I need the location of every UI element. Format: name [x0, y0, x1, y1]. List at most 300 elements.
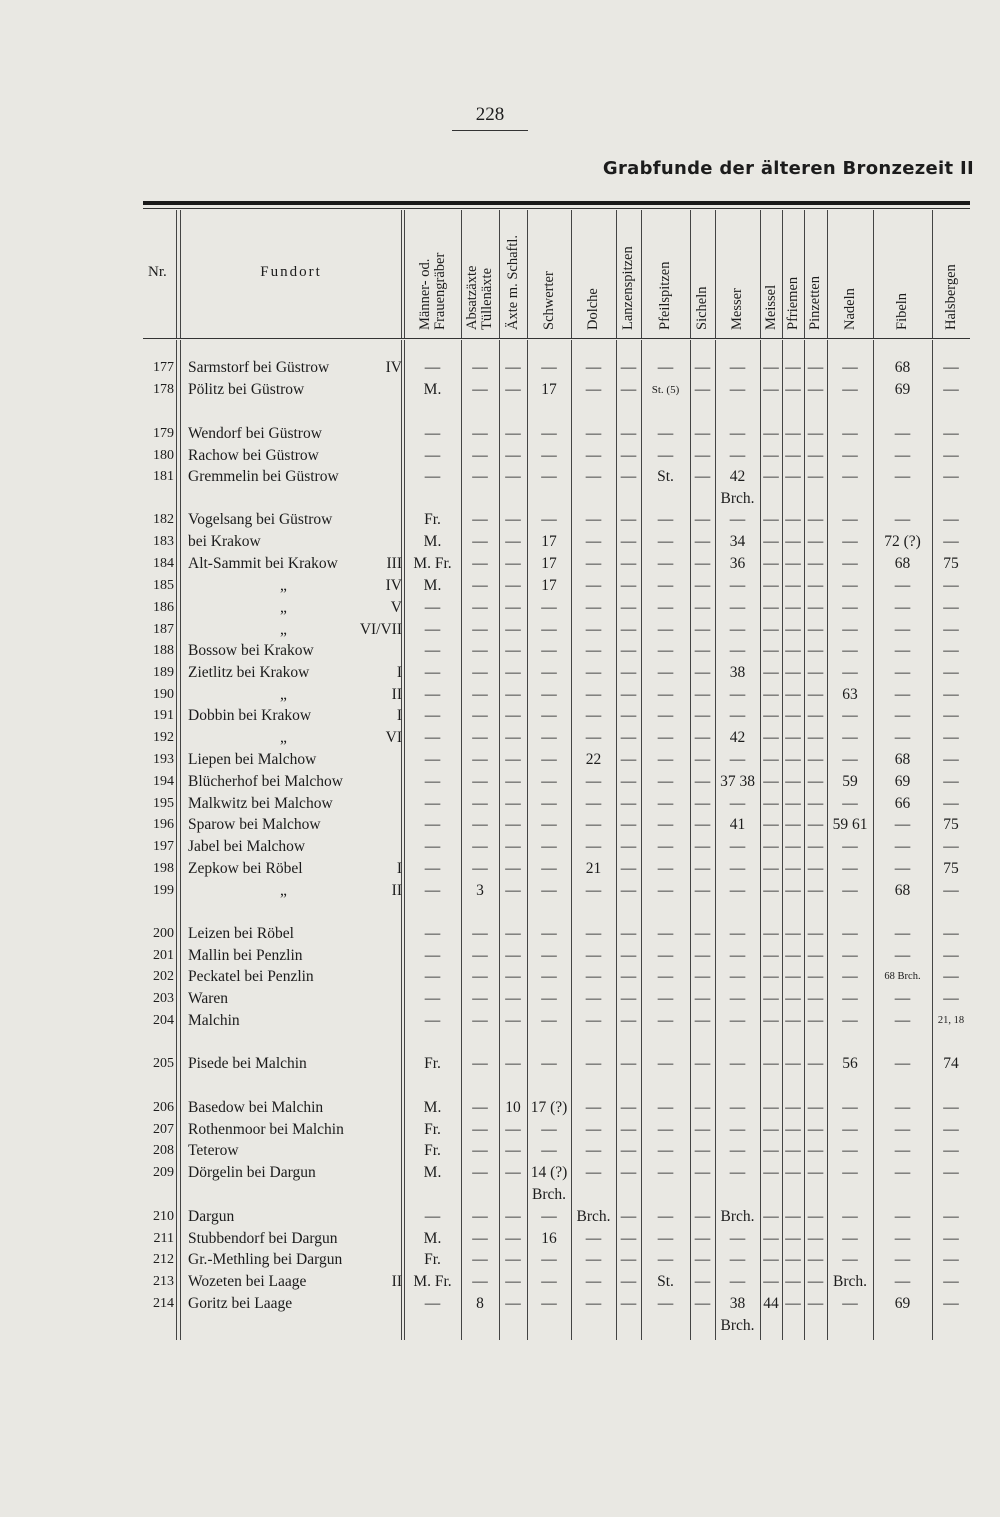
column-header-line: Männer- od.	[416, 258, 433, 330]
table-cell: —	[729, 707, 746, 724]
table-cell: —	[541, 359, 557, 376]
row-fundort-number: III	[386, 555, 402, 572]
table-cell: —	[620, 577, 637, 594]
table-cell: —	[894, 1099, 911, 1116]
table-cell: —	[472, 664, 488, 681]
table-cell: —	[807, 882, 824, 899]
table-cell: —	[424, 599, 441, 616]
table-cell: —	[472, 555, 488, 572]
table-cell: —	[943, 1273, 959, 1290]
table-cell: —	[894, 990, 911, 1007]
table-cell: —	[807, 707, 824, 724]
table-cell: —	[694, 816, 711, 833]
table-cell: 42	[729, 729, 746, 746]
table-cell: —	[505, 1295, 521, 1312]
table-cell: —	[807, 664, 824, 681]
table-row	[0, 1207, 1000, 1227]
table-cell: —	[541, 1251, 557, 1268]
table-cell: —	[472, 925, 488, 942]
table-cell: —	[505, 882, 521, 899]
table-cell: M.	[423, 1230, 442, 1247]
row-fundort: Alt-Sammit bei Krakow	[188, 555, 338, 572]
column-header	[586, 288, 601, 330]
table-cell: —	[541, 751, 557, 768]
row-number: 202	[153, 969, 174, 984]
table-cell: —	[505, 425, 521, 442]
table-cell: —	[585, 1121, 602, 1138]
table-cell-continuation: Brch.	[531, 1186, 566, 1203]
table-cell: —	[472, 381, 488, 398]
row-fundort: bei Krakow	[188, 533, 261, 550]
table-cell: —	[585, 816, 602, 833]
column-header-line: Meissel	[762, 284, 779, 330]
table-cell: —	[505, 968, 521, 985]
row-fundort: „	[280, 686, 287, 703]
table-cell: —	[807, 860, 824, 877]
row-number: 181	[153, 469, 174, 484]
table-cell: —	[842, 1099, 858, 1116]
table-cell: —	[585, 990, 602, 1007]
table-cell: —	[585, 1055, 602, 1072]
table-cell: —	[541, 599, 557, 616]
table-cell: —	[842, 621, 858, 638]
table-cell: —	[842, 838, 858, 855]
table-cell: —	[729, 947, 746, 964]
table-cell: —	[541, 447, 557, 464]
table-cell: —	[785, 1230, 801, 1247]
table-cell: —	[807, 577, 824, 594]
table-cell: Brch.	[720, 1208, 755, 1225]
table-cell: —	[472, 729, 488, 746]
table-cell: —	[585, 1273, 602, 1290]
table-cell: —	[943, 642, 959, 659]
table-cell: —	[943, 925, 959, 942]
table-cell: —	[585, 1099, 602, 1116]
table-cell: —	[694, 511, 711, 528]
column-header	[843, 288, 858, 330]
table-cell: —	[785, 642, 801, 659]
row-fundort: Dörgelin bei Dargun	[188, 1164, 316, 1181]
table-cell: —	[807, 1251, 824, 1268]
table-cell: —	[505, 816, 521, 833]
table-cell: —	[763, 1099, 779, 1116]
row-fundort: Dargun	[188, 1208, 235, 1225]
table-cell: —	[785, 425, 801, 442]
table-cell: —	[807, 729, 824, 746]
table-cell: —	[894, 511, 911, 528]
table-cell: Fr.	[424, 1142, 441, 1159]
row-fundort: Zietlitz bei Krakow	[188, 664, 310, 681]
table-cell: —	[620, 860, 637, 877]
table-cell: —	[585, 707, 602, 724]
table-cell: —	[785, 447, 801, 464]
table-cell: 69	[894, 381, 911, 398]
table-cell: —	[472, 642, 488, 659]
table-cell: —	[694, 642, 711, 659]
table-cell: —	[729, 968, 746, 985]
table-cell: —	[842, 1164, 858, 1181]
table-cell: —	[943, 468, 959, 485]
table-cell: —	[694, 555, 711, 572]
table-row	[0, 467, 1000, 507]
column-header	[658, 262, 673, 330]
table-cell: —	[807, 381, 824, 398]
table-cell: —	[763, 729, 779, 746]
column-rule	[932, 210, 933, 338]
table-cell: —	[894, 621, 911, 638]
table-cell: —	[585, 425, 602, 442]
table-cell: —	[842, 729, 858, 746]
row-number: 214	[153, 1296, 174, 1311]
table-cell: —	[943, 577, 959, 594]
table-cell: —	[943, 947, 959, 964]
table-cell: —	[785, 1012, 801, 1029]
table-cell: 42	[729, 468, 746, 485]
table-cell: —	[729, 1164, 746, 1181]
table-cell: —	[657, 882, 674, 899]
table-row	[0, 1163, 1000, 1203]
table-cell: —	[620, 599, 637, 616]
row-number: 197	[153, 839, 174, 854]
table-cell: —	[472, 599, 488, 616]
table-cell: —	[842, 533, 858, 550]
table-cell: —	[585, 1012, 602, 1029]
table-cell: —	[763, 664, 779, 681]
row-fundort-number: VI/VII	[359, 621, 402, 638]
table-cell: —	[585, 555, 602, 572]
table-cell: —	[694, 925, 711, 942]
row-number: 198	[153, 861, 174, 876]
table-row	[0, 924, 1000, 944]
table-row	[0, 859, 1000, 879]
table-row	[0, 772, 1000, 792]
table-cell: —	[729, 642, 746, 659]
row-fundort: Bossow bei Krakow	[188, 642, 314, 659]
table-cell: —	[694, 1273, 711, 1290]
column-header-line: Fibeln	[894, 292, 910, 330]
row-number: 201	[153, 948, 174, 963]
table-cell: —	[694, 447, 711, 464]
row-fundort: Pölitz bei Güstrow	[188, 381, 305, 398]
table-cell: —	[763, 381, 779, 398]
table-cell: —	[424, 686, 441, 703]
table-cell: —	[943, 447, 959, 464]
table-cell: —	[694, 947, 711, 964]
table-cell: —	[472, 1164, 488, 1181]
table-cell: —	[657, 860, 674, 877]
row-fundort: Malchin	[188, 1012, 240, 1029]
table-cell: —	[729, 1121, 746, 1138]
table-cell: —	[424, 468, 441, 485]
table-cell: —	[585, 468, 602, 485]
table-row	[0, 1098, 1000, 1118]
table-cell: —	[657, 1055, 674, 1072]
row-number: 180	[153, 448, 174, 463]
table-cell: —	[894, 1230, 911, 1247]
table-cell: —	[694, 381, 711, 398]
column-rule	[499, 210, 500, 338]
table-cell: 41	[729, 816, 746, 833]
table-cell: —	[657, 664, 674, 681]
table-cell: —	[785, 925, 801, 942]
table-cell: Fr.	[424, 1055, 441, 1072]
table-cell: —	[807, 1230, 824, 1247]
table-cell: —	[585, 533, 602, 550]
table-cell: —	[541, 664, 557, 681]
row-fundort: Sarmstorf bei Güstrow	[188, 359, 330, 376]
table-cell: —	[763, 1164, 779, 1181]
table-cell: —	[763, 621, 779, 638]
table-row	[0, 510, 1000, 530]
table-cell: —	[657, 729, 674, 746]
table-cell: M. Fr.	[413, 1273, 452, 1290]
column-rule	[616, 210, 617, 338]
table-cell: —	[694, 359, 711, 376]
table-cell: 37 38	[720, 773, 755, 790]
table-cell: —	[785, 555, 801, 572]
table-cell: —	[763, 795, 779, 812]
table-cell: —	[807, 947, 824, 964]
row-fundort: Rothenmoor bei Malchin	[188, 1121, 344, 1138]
table-cell: —	[424, 882, 441, 899]
table-cell: —	[620, 990, 637, 1007]
table-cell: —	[657, 642, 674, 659]
table-cell: —	[472, 860, 488, 877]
table-cell: —	[657, 1230, 674, 1247]
table-cell: 8	[476, 1295, 484, 1312]
table-row	[0, 989, 1000, 1009]
table-cell: —	[424, 1012, 441, 1029]
table-cell: —	[785, 729, 801, 746]
column-rule	[641, 210, 642, 338]
table-cell: —	[763, 751, 779, 768]
row-fundort: Goritz bei Laage	[188, 1295, 293, 1312]
row-fundort-number: I	[396, 707, 402, 724]
table-cell: —	[620, 1251, 637, 1268]
table-cell: —	[472, 621, 488, 638]
table-cell: —	[763, 447, 779, 464]
table-cell: —	[472, 686, 488, 703]
table-cell: —	[657, 990, 674, 1007]
table-cell: —	[505, 990, 521, 1007]
table-cell: St. (5)	[651, 384, 680, 396]
row-number: 211	[153, 1231, 174, 1246]
table-cell: —	[585, 359, 602, 376]
table-cell: —	[842, 1012, 858, 1029]
table-cell: —	[894, 816, 911, 833]
table-cell: 16	[541, 1230, 557, 1247]
table-cell: —	[842, 425, 858, 442]
table-cell: —	[894, 925, 911, 942]
table-cell: —	[694, 468, 711, 485]
table-cell: —	[943, 773, 959, 790]
table-cell: —	[424, 447, 441, 464]
table-row	[0, 620, 1000, 640]
table-cell: —	[585, 882, 602, 899]
row-fundort-number: IV	[385, 359, 402, 376]
table-cell: —	[894, 1055, 911, 1072]
table-cell: —	[541, 838, 557, 855]
table-cell: —	[541, 642, 557, 659]
table-cell: —	[585, 1164, 602, 1181]
column-header	[506, 235, 521, 330]
column-header	[695, 287, 710, 331]
table-cell: —	[505, 533, 521, 550]
table-cell: —	[694, 773, 711, 790]
table-cell: 74	[943, 1055, 959, 1072]
table-row	[0, 881, 1000, 901]
table-cell: —	[541, 795, 557, 812]
table-cell: —	[943, 621, 959, 638]
row-number: 199	[153, 883, 174, 898]
table-cell: —	[541, 947, 557, 964]
table-row	[0, 967, 1000, 987]
table-cell: 68 Brch.	[884, 971, 921, 982]
table-cell: 38	[729, 1295, 746, 1312]
table-cell: —	[694, 1295, 711, 1312]
table-cell: 56	[842, 1055, 858, 1072]
table-cell: —	[763, 816, 779, 833]
table-cell: —	[620, 1055, 637, 1072]
table-cell: —	[785, 1121, 801, 1138]
row-number: 179	[153, 426, 174, 441]
table-cell: —	[943, 990, 959, 1007]
table-cell: —	[657, 425, 674, 442]
table-cell: —	[943, 686, 959, 703]
table-cell: —	[424, 707, 441, 724]
table-cell: M.	[423, 1164, 442, 1181]
table-cell: —	[541, 468, 557, 485]
row-fundort-number: I	[396, 664, 402, 681]
table-cell: —	[505, 751, 521, 768]
table-cell: —	[842, 707, 858, 724]
table-cell: —	[763, 1055, 779, 1072]
row-number: 192	[153, 730, 174, 745]
row-fundort: Peckatel bei Penzlin	[188, 968, 314, 985]
table-cell: —	[943, 1121, 959, 1138]
table-cell: —	[620, 1121, 637, 1138]
table-cell: —	[472, 1251, 488, 1268]
table-cell: —	[657, 1099, 674, 1116]
column-rule	[782, 210, 783, 338]
table-cell: —	[505, 838, 521, 855]
table-cell: —	[763, 1121, 779, 1138]
table-cell: —	[894, 642, 911, 659]
table-cell: —	[785, 773, 801, 790]
table-cell: —	[657, 555, 674, 572]
table-cell: —	[620, 773, 637, 790]
table-cell: Fr.	[424, 511, 441, 528]
table-cell: 36	[729, 555, 746, 572]
table-cell: 68	[894, 882, 911, 899]
table-cell: —	[943, 664, 959, 681]
table-cell: M.	[423, 533, 442, 550]
table-cell: —	[585, 511, 602, 528]
table-cell: —	[620, 381, 637, 398]
table-cell: —	[505, 1012, 521, 1029]
table-cell: 3	[476, 882, 484, 899]
row-fundort: Vogelsang bei Güstrow	[188, 511, 333, 528]
table-cell: —	[842, 642, 858, 659]
table-cell: —	[620, 621, 637, 638]
row-fundort: Basedow bei Malchin	[188, 1099, 324, 1116]
table-cell: —	[763, 468, 779, 485]
table-cell: —	[424, 425, 441, 442]
table-cell: —	[729, 1055, 746, 1072]
table-cell: M.	[423, 381, 442, 398]
table-cell: —	[541, 686, 557, 703]
table-cell: 17	[541, 533, 557, 550]
table-cell: —	[894, 425, 911, 442]
table-cell: —	[620, 1142, 637, 1159]
table-cell: —	[620, 664, 637, 681]
table-cell: M.	[423, 1099, 442, 1116]
table-cell: —	[763, 686, 779, 703]
table-cell: —	[541, 1121, 557, 1138]
table-cell: —	[807, 686, 824, 703]
table-cell: —	[505, 359, 521, 376]
table-cell: —	[472, 468, 488, 485]
column-header	[730, 288, 745, 330]
table-cell: —	[785, 1208, 801, 1225]
table-cell: —	[585, 447, 602, 464]
row-number: 204	[153, 1013, 174, 1028]
row-number: 185	[153, 578, 174, 593]
table-cell: —	[541, 990, 557, 1007]
table-cell: —	[763, 707, 779, 724]
table-cell: —	[657, 621, 674, 638]
row-number: 186	[153, 600, 174, 615]
table-cell: —	[894, 1164, 911, 1181]
table-cell: —	[763, 359, 779, 376]
table-cell: —	[585, 968, 602, 985]
table-cell: —	[541, 882, 557, 899]
table-cell: —	[943, 838, 959, 855]
table-cell: —	[620, 968, 637, 985]
table-cell: 68	[894, 359, 911, 376]
table-cell: —	[943, 1208, 959, 1225]
table-cell: —	[657, 1251, 674, 1268]
row-number: 200	[153, 926, 174, 941]
row-number: 208	[153, 1143, 174, 1158]
table-cell: 69	[894, 1295, 911, 1312]
table-cell: —	[729, 447, 746, 464]
table-cell: —	[807, 925, 824, 942]
table-cell: —	[763, 1273, 779, 1290]
table-cell: —	[842, 751, 858, 768]
table-cell: —	[505, 1251, 521, 1268]
table-cell: —	[424, 621, 441, 638]
table-cell: Fr.	[424, 1121, 441, 1138]
table-cell: —	[585, 1295, 602, 1312]
table-row	[0, 815, 1000, 835]
table-cell: —	[505, 599, 521, 616]
table-cell: —	[807, 795, 824, 812]
table-cell: 10	[505, 1099, 521, 1116]
table-cell: —	[807, 511, 824, 528]
table-cell: —	[472, 838, 488, 855]
row-number: 184	[153, 556, 174, 571]
table-row	[0, 598, 1000, 618]
row-fundort-number: II	[391, 882, 402, 899]
table-cell: —	[694, 795, 711, 812]
column-header-line: Pfeilspitzen	[657, 261, 673, 330]
row-fundort-number: VI	[385, 729, 402, 746]
table-cell: 21, 18	[937, 1015, 965, 1026]
table-cell: —	[894, 838, 911, 855]
table-cell: —	[620, 686, 637, 703]
table-row	[0, 576, 1000, 596]
